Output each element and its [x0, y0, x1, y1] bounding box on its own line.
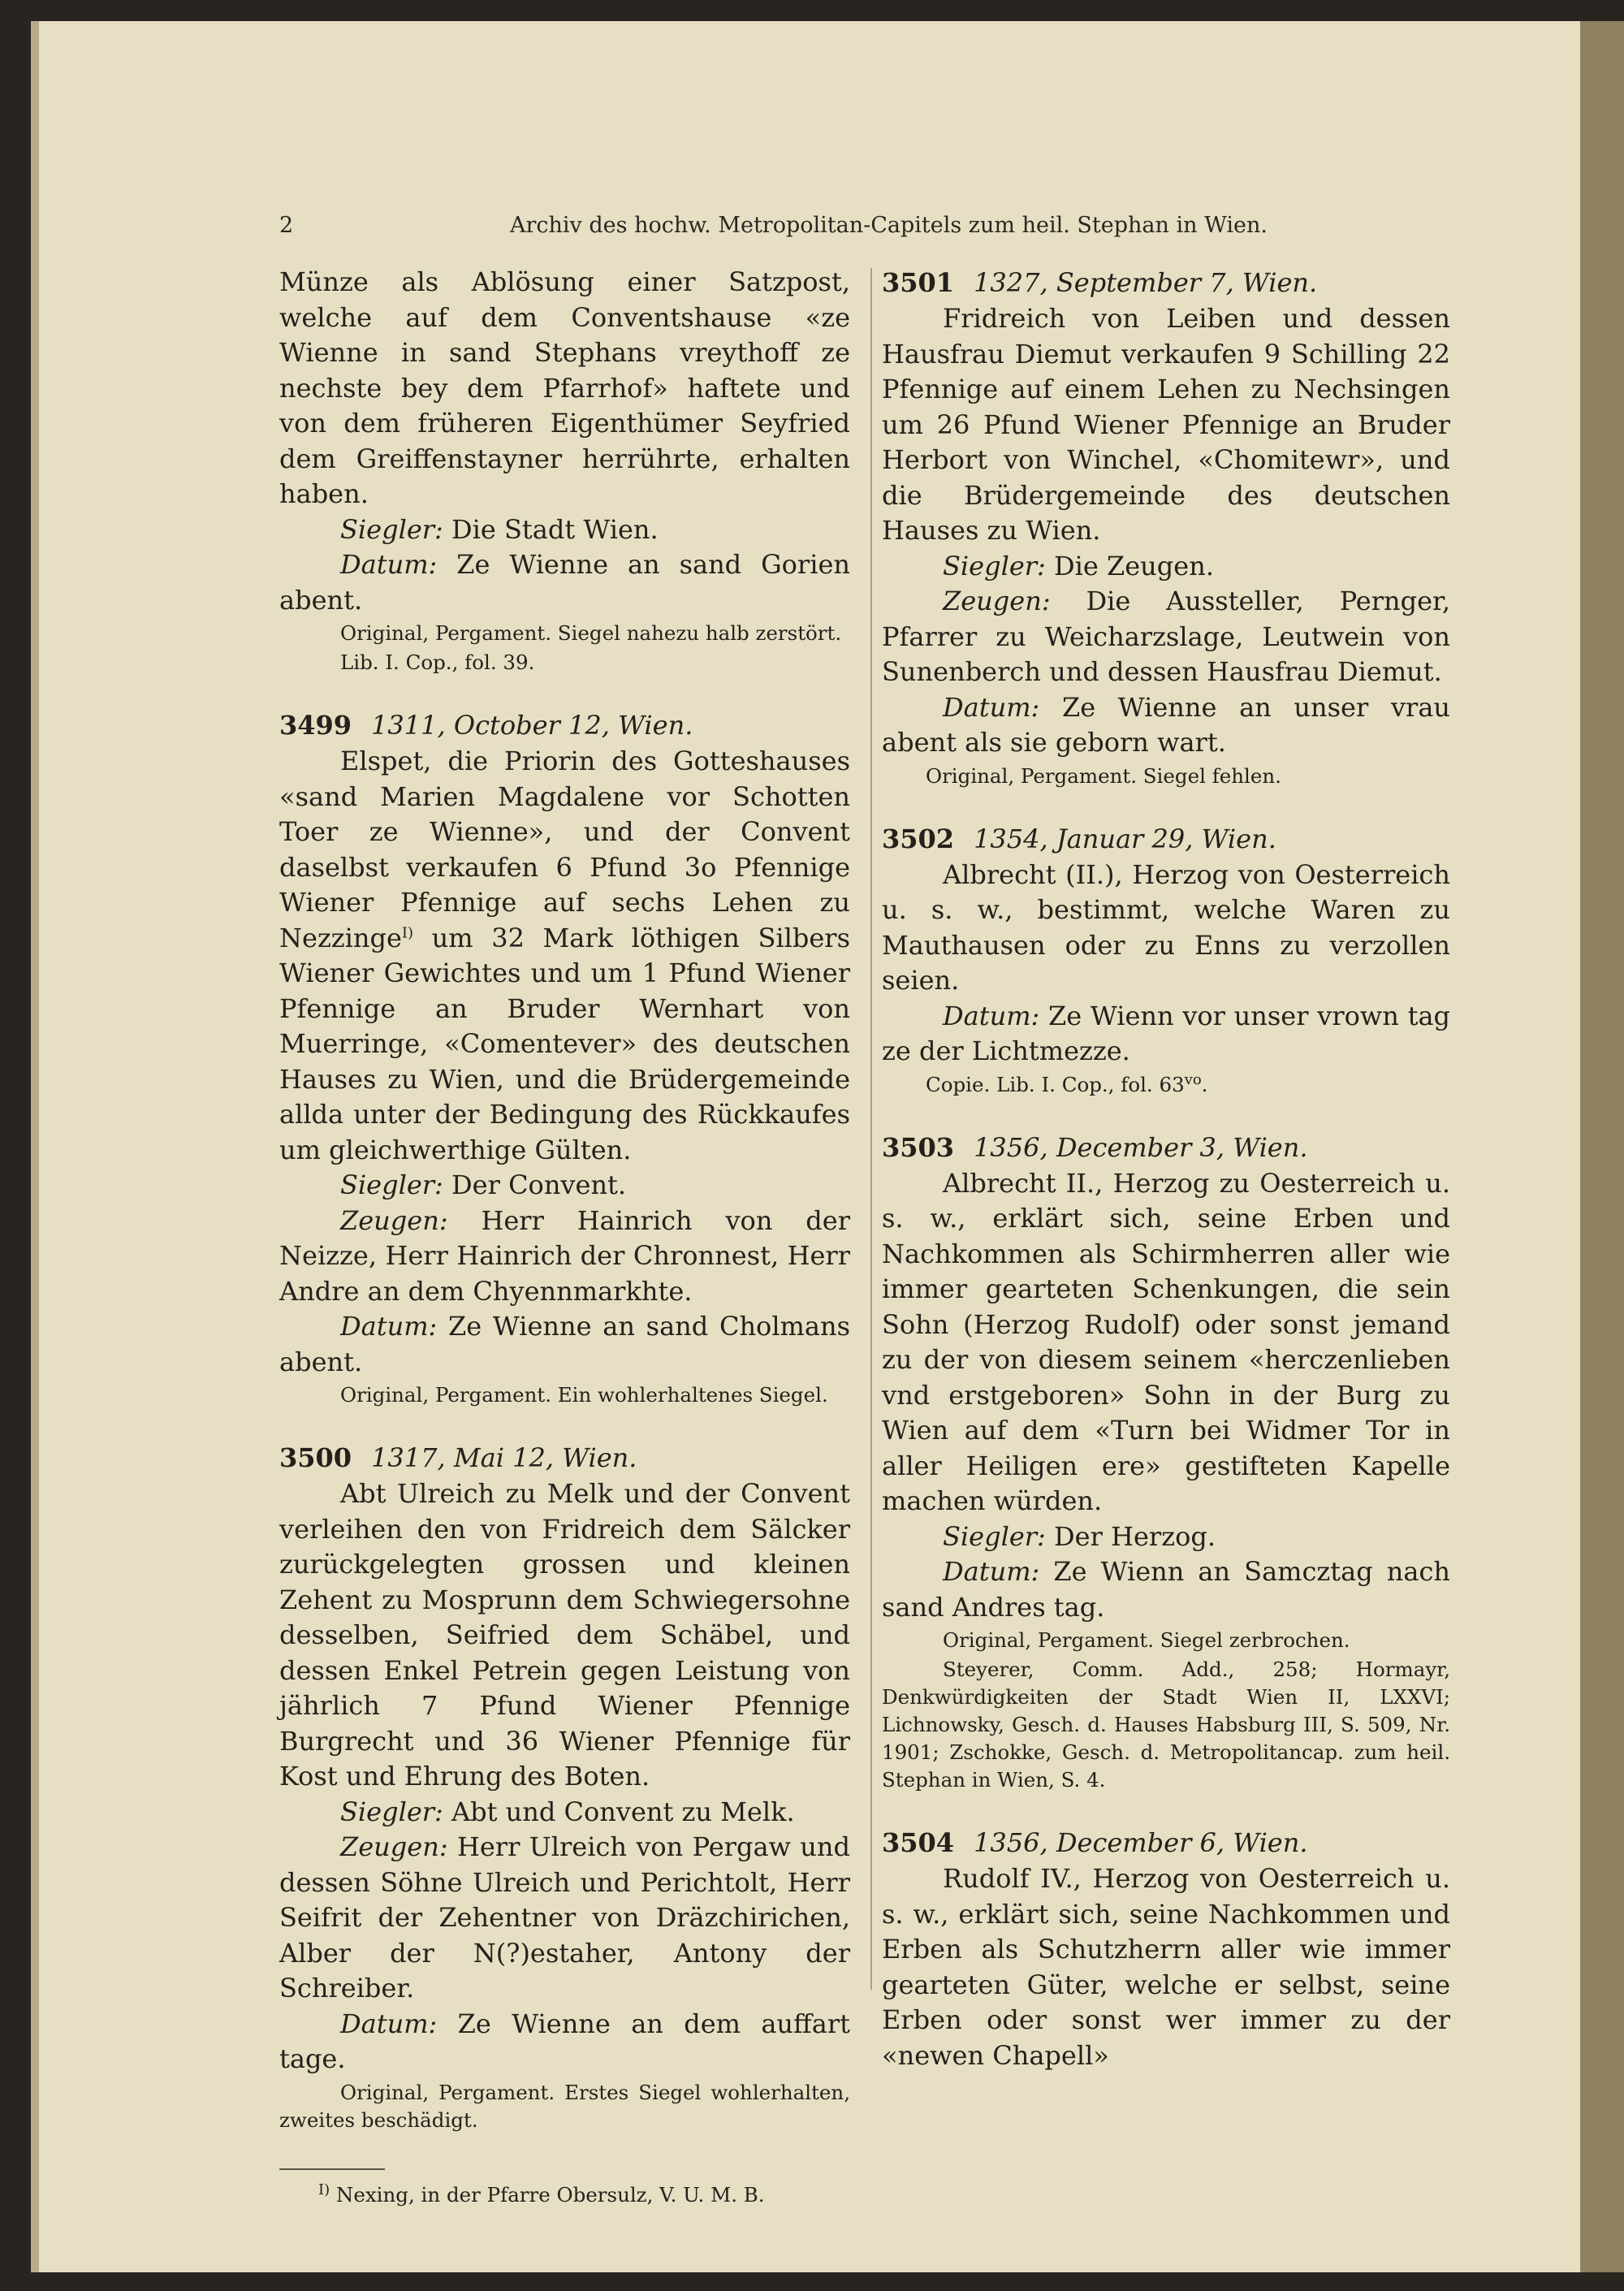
datum-line: Datum: Ze Wienn vor unser vrown tag ze der Lichtmezze. — [882, 1000, 1450, 1066]
entry-number: 3503 — [882, 1131, 955, 1163]
footnote-reference: I) — [401, 923, 414, 941]
entry-body: Elspet, die Priorin des Gotteshauses «sand Marien Magdalene vor Schotten Toer ze Wienne», und der Convent daselbst verkaufen 6 Pfund 3o Pfennige Wiener Pfennige auf sechs Lehen zu Nezzinge$^{I)}$ um 32 Mark löthigen Silbers Wiener Gewichtes und um 1 Pfund Wiener Pfennige an Bruder Wernhart von Muerringe, «Comentever» des deutschen Hauses zu Wien, und die Brüdergemeinde allda unter der Bedingung des Rückkaufes um gleichwerthige Gülten. — [279, 746, 850, 1165]
datum-label: Datum: — [340, 549, 438, 580]
source-note: Steyerer, Comm. Add., 258; Hormayr, Denkwürdigkeiten der Stadt Wien II, LXXVI; Lichnowsky, Gesch. d. Hauses Habsburg III, S. 509, Nr. 1901; Zschokke, Gesch. d. Metropolitancap. zum heil. Stephan in Wien, S. 4. — [882, 1658, 1450, 1792]
entry-date: 1354, Januar 29, Wien. — [974, 823, 1276, 854]
siegler-line: Siegler: Der Convent. — [340, 1169, 627, 1200]
entry-date: 1317, Mai 12, Wien. — [371, 1442, 637, 1473]
siegler-line: Siegler: Der Herzog. — [943, 1520, 1216, 1552]
footnote-rule — [279, 2168, 385, 2170]
entry-date: 1356, December 3, Wien. — [974, 1131, 1308, 1163]
entry-body: Fridreich von Leiben und dessen Hausfrau Diemut verkaufen 9 Schilling 22 Pfennige auf einem Lehen zu Nechsingen um 26 Pfund Wiener Pfennige an Bruder Herbort von Winchel, «Chomitewr», und die Brüdergemeinde des deutschen Hauses zu Wien. — [882, 303, 1450, 546]
zeugen-line: Zeugen: Herr Ulreich von Pergaw und dessen Söhne Ulreich und Perichtolt, Herr Seifrit der Zehentner von Dräzchirichen, Alber der N(?)estaher, Antony der Schreiber. — [279, 1831, 850, 2004]
entry-date: 1327, September 7, Wien. — [974, 267, 1318, 298]
source-note: Copie. Lib. I. Cop., fol. $63^{vo}$. — [926, 1070, 1208, 1096]
running-title: Archiv des hochw. Metropolitan-Capitels zum heil. Stephan in Wien. — [510, 213, 1268, 238]
left-column — [279, 265, 850, 2209]
entry-number: 3501 — [882, 267, 955, 298]
source-note: Lib. I. Cop., fol. 39. — [340, 651, 535, 674]
siegler-line — [279, 512, 850, 548]
entry-heading — [882, 1825, 1450, 1861]
entry-heading — [882, 821, 1450, 858]
siegler-line: Siegler: Die Zeugen. — [943, 550, 1214, 581]
entry-heading — [279, 1440, 850, 1476]
source-note: Original, Pergament. Ein wohlerhaltenes Siegel. — [340, 1383, 828, 1407]
datum-line: Datum: Ze Wienn an Samcztag nach sand Andres tag. — [882, 1556, 1450, 1623]
entry-3504 — [882, 1825, 1450, 2073]
source-note: Original, Pergament. Siegel fehlen. — [926, 763, 1281, 788]
entry-body: Albrecht (II.), Herzog von Oesterreich u. s. w., bestimmt, welche Waren zu Mauthausen oder zu Enns zu verzollen seien. — [882, 858, 1450, 996]
zeugen-line: Zeugen: Herr Hainrich von der Neizze, Herr Hainrich der Chronnest, Herr Andre an dem Chyennmarkhte. — [279, 1204, 850, 1307]
entry-number: 3499 — [279, 710, 352, 741]
datum-line — [279, 547, 850, 618]
entry-3500 — [279, 1440, 850, 2134]
siegler-label: Siegler: — [340, 513, 443, 545]
siegler-line: Siegler: Abt und Convent zu Melk. — [340, 1796, 795, 1827]
entry-number: 3504 — [882, 1827, 955, 1858]
entry-number: 3502 — [882, 823, 955, 854]
footnote: $^{I)}$ Nexing, in der Pfarre Obersulz, V. U. M. B. — [318, 2181, 765, 2207]
entry-3501 — [882, 265, 1450, 790]
right-column — [882, 265, 1450, 2073]
zeugen-line: Zeugen: Die Aussteller, Pernger, Pfarrer zu Weicharzslage, Leutwein von Sunenberch und dessen Hausfrau Diemut. — [882, 586, 1450, 687]
entry-body: Rudolf IV., Herzog von Oesterreich u. s. w., erklärt sich, seine Nachkommen und Erben als Schutzherrn aller wie immer gearteten Güter, welche er selbst, seine Erben oder sonst wer immer zu der «newen Chapell» — [882, 1863, 1450, 2071]
entry-3502 — [882, 821, 1450, 1099]
continuation-text: Münze als Ablösung einer Satzpost, welche auf dem Conventshause «ze Wienne in sand Stephans vreythoff ze nechste bey dem Pfarrhof» haftete und von dem früheren Eigenthümer Seyfried dem Greiffenstayner herrührte, erhalten haben. — [279, 266, 850, 509]
datum-line: Datum: Ze Wienne an unser vrau abent als sie geborn wart. — [882, 691, 1450, 758]
page-number: 2 — [279, 213, 294, 238]
entry-number: 3500 — [279, 1442, 352, 1473]
source-note: Original, Pergament. Siegel zerbrochen. — [943, 1628, 1350, 1652]
entry-heading — [882, 265, 1450, 301]
datum-line: Datum: Ze Wienne an dem auffart tage. — [279, 2008, 850, 2074]
source-note: Original, Pergament. Siegel nahezu halb zerstört. — [340, 621, 842, 645]
entry-3499 — [279, 707, 850, 1409]
entry-3503 — [882, 1130, 1450, 1795]
entry-body: Abt Ulreich zu Melk und der Convent verleihen den von Fridreich dem Sälcker zurückgelegten grossen und kleinen Zehent zu Mosprunn dem Schwiegersohne desselben, Seifried dem Schäbel, und dessen Enkel Petrein gegen Leistung von jährlich 7 Pfund Wiener Pfennige Burgrecht und 36 Wiener Pfennige für Kost und Ehrung des Boten. — [279, 1478, 850, 1792]
entry-date: 1356, December 6, Wien. — [974, 1827, 1308, 1858]
page-right-edge — [1580, 21, 1624, 2272]
page-left-edge — [31, 21, 39, 2272]
entry-date: 1311, October 12, Wien. — [371, 710, 693, 741]
source-note: Original, Pergament. Erstes Siegel wohlerhalten, zweites beschädigt. — [279, 2080, 850, 2132]
entry-body: Albrecht II., Herzog zu Oesterreich u. s. w., erklärt sich, seine Erben und Nachkommen als Schirmherren aller wie immer gearteten Schenkungen, die sein Sohn (Herzog Rudolf) oder sonst jemand zu der von diesem seinem «herczenlieben vnd erstgeboren» Sohn in der Burg zu Wien auf dem «Turn bei Widmer Tor in aller Heiligen ere» gestifteten Kapelle machen würden. — [882, 1167, 1450, 1516]
column-divider — [870, 268, 872, 1990]
siegler-text: Die Stadt Wien. — [443, 513, 659, 545]
entry-heading — [882, 1130, 1450, 1166]
datum-line: Datum: Ze Wienne an sand Cholmans abent. — [279, 1311, 850, 1377]
entry-heading — [279, 707, 850, 744]
datum-text: Ze Wienne an sand Gorien abent. — [279, 549, 850, 616]
